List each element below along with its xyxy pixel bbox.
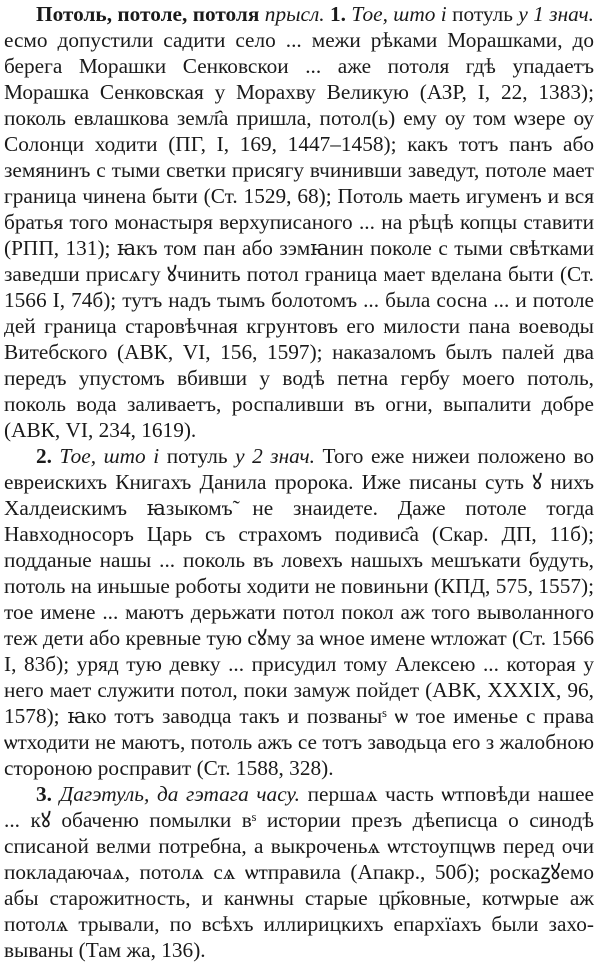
headword: Потоль, потоле, потоля	[36, 2, 260, 26]
sense-3-citations: першаѧ часть ѡтповѣди нашее ... кꙋ обаченю помылки вˢ истории презъ дѣеписца о синодѣ списаной велми потребна, а выкроченьѧ ѡтстоупцѡв перед очи покладаючаѧ, потолѧ сѧ ѡтправила (Апакр., 50б); роскаꙁꙋемо абы старожитность, и канѡны старые цр҃ковные, котѡрые аж потолѧ трывали, по всѣхъ иллирицкихъ епархїахъ были заховываны (Там жа, 136).	[4, 782, 594, 962]
sense-1-definition: Тое, што і	[351, 2, 447, 26]
sense-1-reference-word: потуль	[452, 2, 513, 26]
sense-1-citations: есмо допустили садити село ... межи рѣками Морашками, до берега Морашки Сенковскои ... аже потоля гдѣ упадаетъ Морашка Сенковская у Морахву Великую (АЗР, І, 22, 1383); поколь евлашкова земл҄а пришла, потол(ь) ему оу том ѡзере оу Солонци ходити (ПГ, І, 169, 1447–1458); какъ тотъ панъ або земянинъ с тыми светки присягу вчинивши заведут, потоле мает граница чинена быти (Ст. 1529, 68); Потоль маеть игуменъ и вся братья того монастыря верхуписаного ... на рѣцѣ копцы ставити (РПП, 131); ꙗкъ том пан або зэмꙗнин поколе с тыми свѣтками заведши присѧгу ꙋчинить потол граница мает вделана быти (Ст. 1566 І, 74б); тутъ надъ тымъ болотомъ ... была сосна ... и потоле дей граница старовѣчная кгрунтовъ его милости пана воеводы Витебского (АВК, VI, 156, 1597); наказаломъ былъ палей два передъ упустомъ вбивши у водѣ петна гербу моего потоль, поколь вода заливаетъ, роспаливши въ огни, выпалити добре (АВК, VI, 234, 1619).	[4, 28, 594, 442]
sense-2-definition: Тое, што і	[59, 444, 160, 468]
sense-1-paragraph	[4, 1, 594, 443]
part-of-speech: прысл.	[264, 2, 325, 26]
sense-2-reference-sense: у 2 знач.	[235, 444, 315, 468]
sense-1-reference-sense: у 1 знач.	[518, 2, 595, 26]
sense-2-citations: Того еже нижеи положено во евреискихъ Книгахъ Данила пророка. Иже писаны суть ꙋ нихъ Халдеискимъ ꙗзыкомъ̃ не знаидете. Даже потоле тогда Навходносоръ Царь съ страхомъ подивис҄а (Скар. ДП, 11б); подданые нашы ... поколь въ ловехъ нашыхъ мешъкати будуть, потоль на иньшые роботы ходити не повиньни (КПД, 575, 1557); тое имене ... маютъ дерьжати потол покол аж того выволанного теж дети або кревные тую сꙋму за ѡное имене ѡтложат (Ст. 1566 І, 83б); уряд тую девку ... присудил тому Алексею ... которая у него мает служити потол, поки замуж пойдет (АВК, XXXIX, 96, 1578); ꙗко тотъ заводца такъ и позваныˢ ѡ тое именье с права ѡтходити не маютъ, потоль ажъ се тотъ заводьца его з жалобною стороною росправит (Ст. 1588, 328).	[4, 444, 595, 780]
sense-2-paragraph	[4, 443, 594, 781]
sense-1-number: 1.	[330, 2, 346, 26]
sense-3-paragraph	[4, 781, 594, 963]
sense-2-reference-word: потуль	[166, 444, 228, 468]
sense-3-number: 3.	[36, 782, 52, 806]
sense-2-number: 2.	[36, 444, 52, 468]
sense-3-definition: Дагэтуль, да гэтага часу.	[59, 782, 300, 806]
